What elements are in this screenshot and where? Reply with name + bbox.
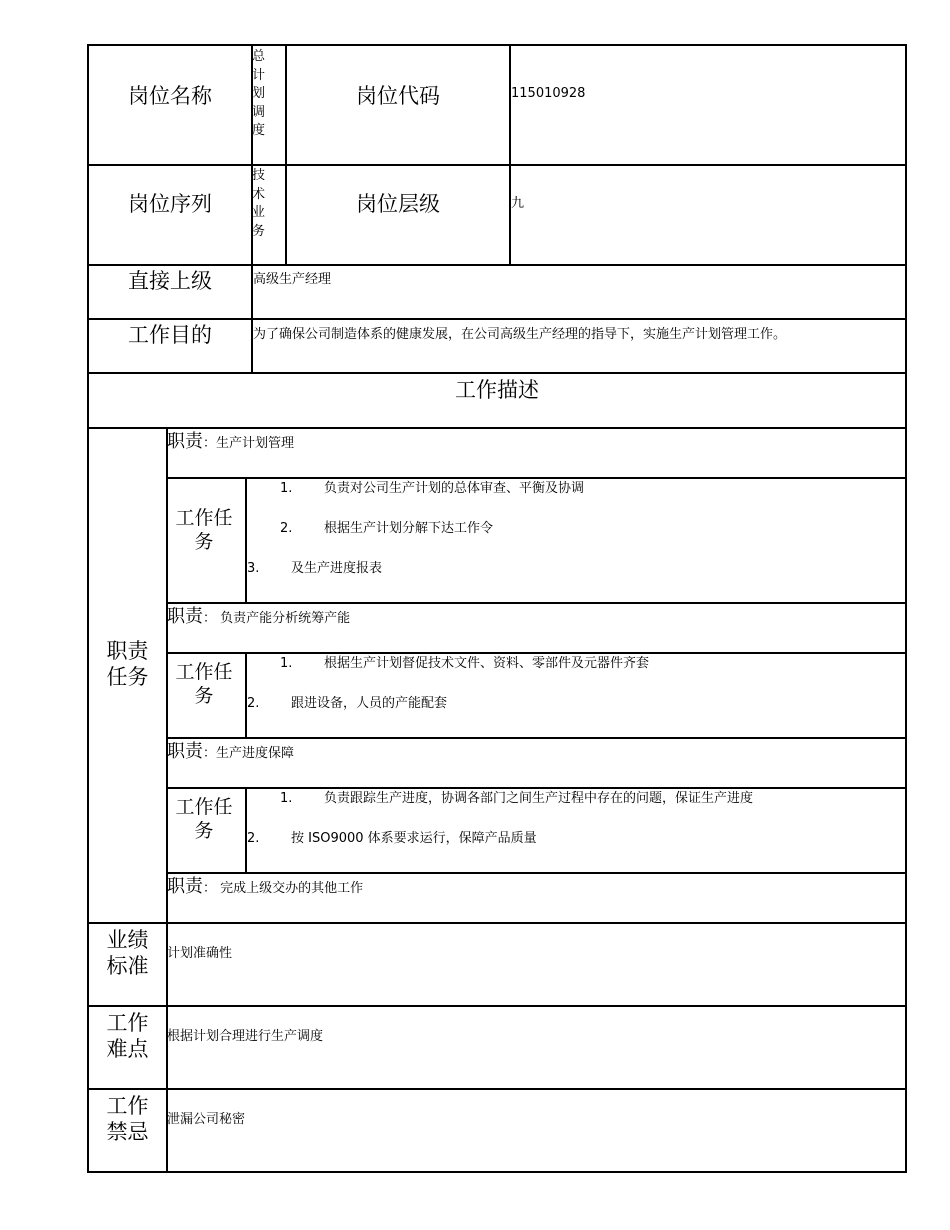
grid-line — [166, 787, 907, 789]
grid-line — [509, 44, 511, 265]
difficulty-label: 工作 难点 — [106, 1011, 149, 1061]
superior-label: 直接上级 — [128, 269, 212, 293]
performance-value: 计划准确性 — [167, 946, 233, 961]
description-title: 工作描述 — [455, 378, 539, 402]
grid-line — [285, 44, 287, 265]
taboo-label: 工作 禁忌 — [106, 1094, 149, 1144]
task-item: 1. 负责跟踪生产进度，协调各部门之间生产过程中存在的问题，保证生产进度 — [280, 791, 754, 806]
purpose-label: 工作目的 — [128, 323, 212, 347]
task-item: 1. 负责对公司生产计划的总体审查、平衡及协调 — [280, 481, 585, 496]
task-item: 3. 及生产进度报表 — [247, 561, 383, 576]
grid-line — [166, 652, 907, 654]
grid-line — [88, 427, 907, 429]
duty-row: 职责：生产进度保障 — [167, 741, 295, 762]
grid-line — [905, 44, 907, 1173]
task-label: 工作任 务 — [175, 796, 233, 842]
task-label: 工作任 务 — [175, 661, 233, 707]
job-series-value: 技术业务 — [252, 168, 266, 239]
grid-line — [88, 318, 907, 320]
superior-value: 高级生产经理 — [253, 272, 332, 287]
job-level-label: 岗位层级 — [356, 192, 440, 216]
job-name-value: 总计划调度 — [252, 49, 266, 138]
grid-line — [88, 44, 907, 46]
duties-tasks-label: 职责 任务 — [106, 639, 149, 689]
duty-row: 职责： 负责产能分析统筹产能 — [167, 606, 351, 627]
grid-line — [88, 922, 907, 924]
task-item: 2. 按 ISO9000 体系要求运行，保障产品质量 — [247, 831, 537, 846]
performance-label: 业绩 标准 — [106, 928, 149, 978]
purpose-value: 为了确保公司制造体系的健康发展，在公司高级生产经理的指导下，实施生产计划管理工作。 — [253, 327, 787, 342]
difficulty-value: 根据计划合理进行生产调度 — [167, 1029, 324, 1044]
grid-line — [166, 602, 907, 604]
task-item: 2. 跟进设备，人员的产能配套 — [247, 696, 448, 711]
job-series-label: 岗位序列 — [128, 192, 212, 216]
grid-line — [245, 477, 247, 604]
job-code-value: 115010928 — [511, 86, 586, 101]
grid-line — [166, 477, 907, 479]
grid-line — [88, 1005, 907, 1007]
job-name-label: 岗位名称 — [128, 84, 212, 108]
grid-line — [88, 264, 907, 266]
taboo-value: 泄漏公司秘密 — [167, 1112, 246, 1127]
task-item: 1. 根据生产计划督促技术文件、资料、零部件及元器件齐套 — [280, 656, 650, 671]
job-code-label: 岗位代码 — [356, 84, 440, 108]
grid-line — [88, 372, 907, 374]
duty-row: 职责：生产计划管理 — [167, 431, 295, 452]
duty-row: 职责： 完成上级交办的其他工作 — [167, 876, 364, 897]
task-label: 工作任 务 — [175, 507, 233, 553]
grid-line — [166, 872, 907, 874]
grid-line — [88, 164, 907, 166]
grid-line — [166, 737, 907, 739]
job-level-value: 九 — [511, 196, 525, 211]
task-item: 2. 根据生产计划分解下达工作令 — [280, 521, 494, 536]
grid-line — [88, 1088, 907, 1090]
grid-line — [88, 1171, 907, 1173]
